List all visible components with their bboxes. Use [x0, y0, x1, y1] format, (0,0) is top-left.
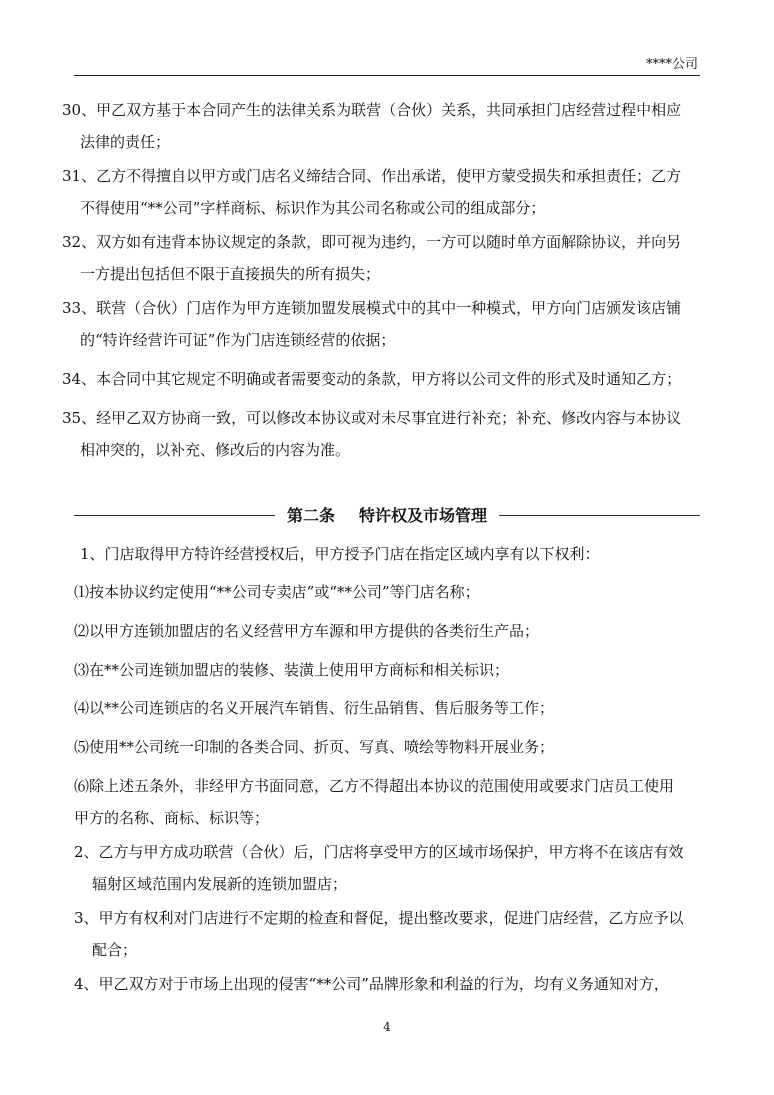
- clause-line: 34、本合同中其它规定不明确或者需要变动的条款，甲方将以公司文件的形式及时通知乙方；: [62, 370, 682, 388]
- clause-line: 一方提出包括但不限于直接损失的所有损失；: [80, 265, 381, 283]
- item-line: ⑴按本协议约定使用“**公司专卖店”或“**公司”等门店名称；: [74, 583, 480, 601]
- clause-line: 32、双方如有违背本协议规定的条款，即可视为违约，一方可以随时单方面解除协议，并向另: [62, 233, 682, 251]
- item-1-5: [74, 731, 554, 763]
- item-1-6: [74, 770, 674, 834]
- header-company-name: ****公司: [645, 57, 698, 72]
- item-line: 辐射区域范围内发展新的连锁加盟店；: [92, 875, 348, 893]
- item-line: 1、门店取得甲方特许经营授权后，甲方授予门店在指定区域内享有以下权利：: [80, 545, 600, 563]
- section-number: 第二条: [286, 505, 335, 525]
- item-1-3: [74, 654, 509, 686]
- item-1: [80, 538, 600, 570]
- clause-35: [62, 402, 681, 466]
- section-rule-left: [74, 515, 275, 516]
- item-line: ⑹除上述五条外，非经甲方书面同意，乙方不得超出本协议的范围使用或要求门店员工使用: [74, 777, 675, 795]
- item-3: [74, 902, 684, 966]
- clause-line: 35、经甲乙双方协商一致，可以修改本协议或对未尽事宜进行补充；补充、修改内容与本协议: [62, 409, 682, 427]
- item-line: 3、甲方有权利对门店进行不定期的检查和督促，提出整改要求，促进门店经营，乙方应予以: [74, 909, 684, 927]
- item-line: ⑸使用**公司统一印制的各类合同、折页、写真、喷绘等物料开展业务；: [74, 738, 555, 756]
- clause-32: [62, 226, 681, 290]
- clause-34: [62, 363, 681, 395]
- item-line: 甲方的名称、商标、标识等；: [74, 809, 270, 827]
- header-rule: [74, 75, 700, 76]
- section-heading: [74, 500, 700, 528]
- item-line: 4、甲乙双方对于市场上出现的侵害“**公司”品牌形象和利益的行为，均有义务通知对方，: [74, 975, 669, 993]
- clause-line: 的“特许经营许可证”作为门店连锁经营的依据；: [80, 331, 396, 349]
- clause-line: 31、乙方不得擅自以甲方或门店名义缔结合同、作出承诺，使甲方蒙受损失和承担责任；乙方: [62, 167, 682, 185]
- page-number: 4: [383, 1020, 391, 1034]
- section-rule-right: [499, 515, 700, 516]
- item-line: ⑷以**公司连锁店的名义开展汽车销售、衍生品销售、售后服务等工作；: [74, 699, 555, 717]
- clause-line: 法律的责任；: [80, 133, 171, 151]
- item-1-2: [74, 615, 539, 647]
- clause-line: 30、甲乙双方基于本合同产生的法律关系为联营（合伙）关系，共同承担门店经营过程中相应: [62, 101, 682, 119]
- item-4: [74, 968, 669, 1000]
- item-line: 2、乙方与甲方成功联营（合伙）后，门店将享受甲方的区域市场保护，甲方将不在该店有效: [74, 843, 684, 861]
- clause-line: 33、联营（合伙）门店作为甲方连锁加盟发展模式中的其中一种模式，甲方向门店颁发该店铺: [62, 299, 682, 317]
- clause-line: 不得使用“**公司”字样商标、标识作为其公司名称或公司的组成部分；: [80, 199, 546, 217]
- clause-33: [62, 292, 681, 356]
- clause-30: [62, 94, 681, 158]
- section-name: 特许权及市场管理: [359, 505, 488, 525]
- clause-31: [62, 160, 681, 224]
- item-2: [74, 836, 684, 900]
- item-line: ⑵以甲方连锁加盟店的名义经营甲方车源和甲方提供的各类衍生产品；: [74, 622, 540, 640]
- item-line: ⑶在**公司连锁加盟店的装修、装潢上使用甲方商标和相关标识；: [74, 661, 510, 679]
- item-1-4: [74, 692, 554, 724]
- item-line: 配合；: [92, 941, 138, 959]
- item-1-1: [74, 576, 480, 608]
- section-title: [287, 503, 487, 526]
- clause-line: 相冲突的，以补充、修改后的内容为准。: [80, 441, 351, 459]
